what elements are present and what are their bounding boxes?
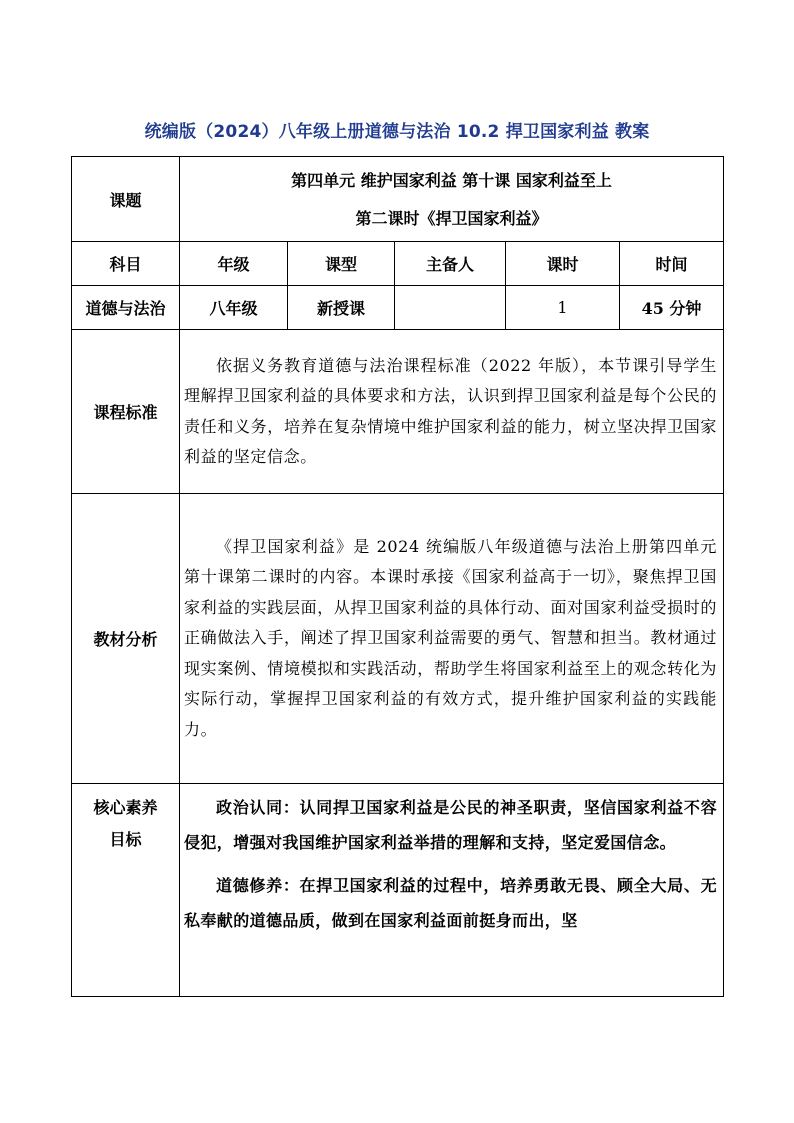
topic-line-2: 第二课时《捍卫国家利益》: [355, 209, 548, 228]
header-grade: 年级: [180, 242, 288, 286]
value-grade: 八年级: [180, 286, 288, 330]
core-text: [180, 784, 724, 997]
lesson-plan-table: [71, 156, 724, 997]
topic-line-1: 第四单元 维护国家利益 第十课 国家利益至上: [291, 171, 612, 190]
standard-row: [72, 330, 724, 494]
core-paragraph-moral: 道德修养：在捍卫国家利益的过程中，培养勇敢无畏、顾全大局、无私奉献的道德品质，做到在国家利益面前挺身而出，坚: [184, 876, 717, 930]
header-lead-preparer: 主备人: [395, 242, 506, 286]
header-periods: 课时: [506, 242, 620, 286]
value-time: 45 分钟: [620, 286, 724, 330]
core-label-line-2: 目标: [109, 830, 142, 849]
value-lesson-type: 新授课: [288, 286, 395, 330]
analysis-row: [72, 494, 724, 784]
core-label: [72, 784, 180, 997]
document-title: 统编版（2024）八年级上册道德与法治 10.2 捍卫国家利益 教案: [144, 122, 650, 142]
topic-label: 课题: [72, 157, 180, 242]
value-periods: 1: [506, 286, 620, 330]
info-header-row: [72, 242, 724, 286]
header-time: 时间: [620, 242, 724, 286]
standard-label: 课程标准: [72, 330, 180, 494]
header-subject: 科目: [72, 242, 180, 286]
core-paragraph-political: 政治认同：认同捍卫国家利益是公民的神圣职责，坚信国家利益不容侵犯，增强对我国维护国家利益举措的理解和支持，坚定爱国信念。: [184, 798, 717, 852]
value-lead-preparer: [395, 286, 506, 330]
header-lesson-type: 课型: [288, 242, 395, 286]
topic-cell: [180, 157, 724, 242]
core-row: [72, 784, 724, 997]
topic-row: [72, 157, 724, 242]
core-label-line-1: 核心素养: [93, 798, 158, 817]
analysis-text: 《捍卫国家利益》是 2024 统编版八年级道德与法治上册第四单元第十课第二课时的内容。本课时承接《国家利益高于一切》，聚焦捍卫国家利益的实践层面，从捍卫国家利益的具体行动、面对国家利益受损时的正确做法入手，阐述了捍卫国家利益需要的勇气、智慧和担当。教材通过现实案例、情境模拟和实践活动，帮助学生将国家利益至上的观念转化为实际行动，掌握捍卫国家利益的有效方式，提升维护国家利益的实践能力。: [180, 494, 724, 784]
analysis-label: 教材分析: [72, 494, 180, 784]
standard-text: 依据义务教育道德与法治课程标准（2022 年版），本节课引导学生理解捍卫国家利益的具体要求和方法，认识到捍卫国家利益是每个公民的责任和义务，培养在复杂情境中维护国家利益的能力，树立坚决捍卫国家利益的坚定信念。: [180, 330, 724, 494]
info-value-row: [72, 286, 724, 330]
value-subject: 道德与法治: [72, 286, 180, 330]
